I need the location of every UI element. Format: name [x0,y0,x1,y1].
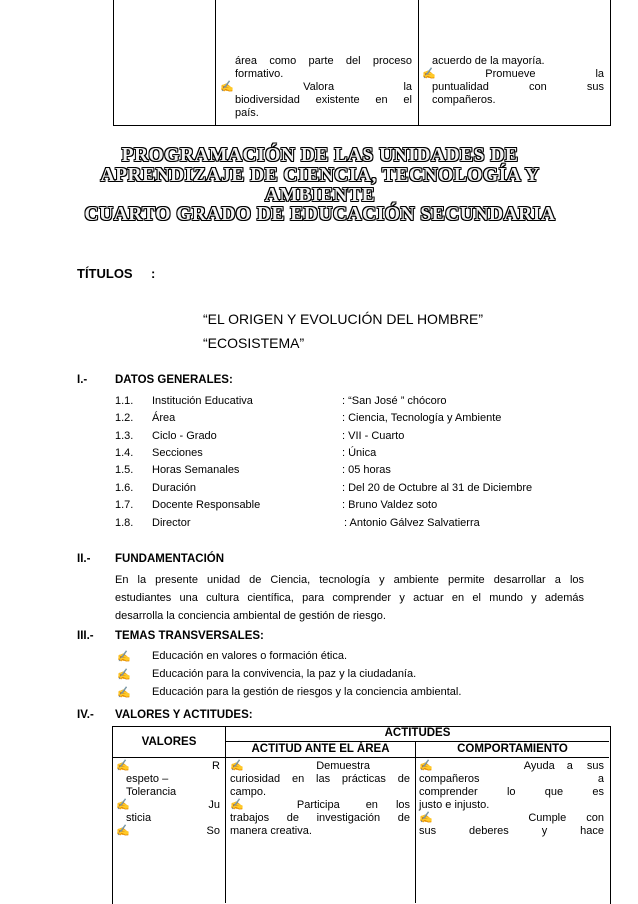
actitud-1-word: Demuestra [316,760,370,772]
datos-num: 1.6. [115,482,134,494]
datos-num: 1.8. [115,517,134,529]
pencil-icon: ✍ [116,799,130,811]
datos-value: : Bruno Valdez soto [342,499,438,511]
actitud-2-line2: trabajos de investigación de [230,812,410,824]
titulo-1: “EL ORIGEN Y EVOLUCIÓN DEL HOMBRE” [203,311,484,327]
section-num-1: I.- [77,374,88,386]
datos-value: : VII - Cuarto [342,430,405,442]
valores-cell [116,760,220,838]
valor-1-line2: espeto – [126,773,169,785]
datos-num: 1.2. [115,412,134,424]
datos-num: 1.4. [115,447,134,459]
pencil-icon: ✍ [117,687,131,699]
actitud-2-word3: los [395,799,410,811]
valor-1-end: R [212,760,220,772]
title-line3: AMBIENTE [264,185,376,206]
comp-1-line3: comprender lo que es [419,786,604,798]
header-comportamiento: COMPORTAMIENTO [457,743,568,755]
datos-label: Docente Responsable [152,499,261,511]
fund-line3: desarrolla la conciencia ambiental de gestión de riesgo. [115,610,386,622]
top-col3-line1: acuerdo de la mayoría. [432,55,545,67]
top-col3-line2-end: la [595,68,604,80]
top-table-divider-1 [215,0,216,126]
pencil-icon: ✍ [116,825,130,837]
pencil-icon: ✍ [116,760,130,772]
titulos-colon: : [151,266,156,281]
top-col2 [220,55,412,120]
section-title-valores: VALORES Y ACTITUDES: [115,709,253,721]
datos-label: Horas Semanales [152,464,240,476]
pencil-icon: ✍ [230,799,244,811]
section-num-4: IV.- [77,709,94,721]
title-line1: PROGRAMACIÓN DE LAS UNIDADES DE [121,145,519,166]
valor-2-end: Ju [208,799,220,811]
comp-1-line2a: compañeros [419,773,480,785]
tema-text: Educación para la gestión de riesgos y la conciencia ambiental. [152,686,462,698]
pencil-icon: ✍ [117,669,131,681]
comp-1-word1: Ayuda [523,760,555,772]
pencil-icon: ✍ [230,760,244,772]
top-table-divider-2 [418,0,419,126]
top-col2-line1: área como parte del proceso [235,55,412,67]
datos-num: 1.1. [115,395,134,407]
valor-3-end: So [206,825,220,837]
title-line2: APRENDIZAJE DE CIENCIA, TECNOLOGÍA Y [100,165,540,186]
top-col2-line4: biodiversidad existente en el [235,94,412,106]
datos-num: 1.7. [115,499,134,511]
datos-value: : Del 20 de Octubre al 31 de Diciembre [342,482,533,494]
datos-value: : 05 horas [342,464,391,476]
comp-2-word1: Cumple [528,812,567,824]
top-col3-line3: puntualidad con sus [432,81,604,93]
valor-2-line2: sticia [126,812,152,824]
datos-label: Área [152,412,176,424]
section-title-temas: TEMAS TRANSVERSALES: [115,630,264,642]
titulo-2: “ECOSISTEMA” [203,335,305,351]
top-col2-line5: país. [235,107,259,119]
datos-num: 1.3. [115,430,134,442]
pencil-icon: ✍ [419,812,433,824]
datos-label: Ciclo - Grado [152,430,217,442]
valor-1-line3: Tolerancia [126,786,177,798]
comp-1-line2b: a [597,773,604,785]
tema-text: Educación en valores o formación ética. [152,650,348,662]
top-col3-line2-word: Promueve [485,68,536,80]
table-hline-1 [225,741,609,742]
fund-line1: En la presente unidad de Ciencia, tecnología y ambiente permite desarrollar a los [115,574,584,586]
header-actitudes: ACTITUDES [384,727,451,739]
titulos-label: TÍTULOS [77,266,133,281]
pencil-icon: ✍ [422,68,436,80]
header-actitud-area: ACTITUD ANTE EL ÁREA [251,743,390,755]
top-col2-line2: formativo. [235,68,284,80]
datos-num: 1.5. [115,464,134,476]
actitud-2-word2: en [365,799,378,811]
actitud-1-line3: campo. [230,786,267,798]
table-vline-2 [415,741,416,903]
section-title-datos: DATOS GENERALES: [115,374,233,386]
fundamentacion-text [115,571,584,625]
datos-label: Secciones [152,447,203,459]
actitud-2-word1: Participa [296,799,340,811]
datos-value: : Única [342,447,377,459]
top-col2-line3-word: Valora [303,81,335,93]
subtitle: CUARTO GRADO DE EDUCACIÓN SECUNDARIA [84,204,556,225]
actitud-1-line2: curiosidad en las prácticas de [230,773,410,785]
header-valores: VALORES [141,736,197,748]
datos-label: Duración [152,482,197,494]
datos-label: Institución Educativa [152,395,253,407]
pencil-icon: ✍ [419,760,433,772]
datos-value: : Antonio Gálvez Salvatierra [344,517,480,529]
tema-text: Educación para la convivencia, la paz y la ciudadanía. [152,668,417,680]
top-col3-line4: compañeros. [432,94,496,106]
comp-2-word2: con [586,812,604,824]
top-col3 [422,55,604,107]
section-num-3: III.- [77,630,94,642]
comp-1-word2: a [566,760,573,772]
pencil-icon: ✍ [117,651,131,663]
datos-value: : Ciencia, Tecnología y Ambiente [342,412,502,424]
section-title-fundamentacion: FUNDAMENTACIÓN [115,553,225,565]
comp-1-word3: sus [586,760,604,772]
actitud-cell [230,760,410,838]
section-num-2: II.- [77,553,91,565]
datos-value: : “San José ” chócoro [342,395,447,407]
table-hline-2 [112,757,609,758]
pencil-icon: ✍ [220,81,234,93]
page-title [60,146,580,206]
actitud-2-line3: manera creativa. [230,825,312,837]
datos-label: Director [152,517,191,529]
comportamiento-cell [419,760,604,838]
comp-2-line2: sus deberes y hace [419,825,604,837]
fund-line2: estudiantes una cultura científica, para comprender y actuar en el mundo y además [115,592,584,604]
comp-1-line4: justo e injusto. [419,799,490,811]
top-col2-line3-end: la [403,81,412,93]
